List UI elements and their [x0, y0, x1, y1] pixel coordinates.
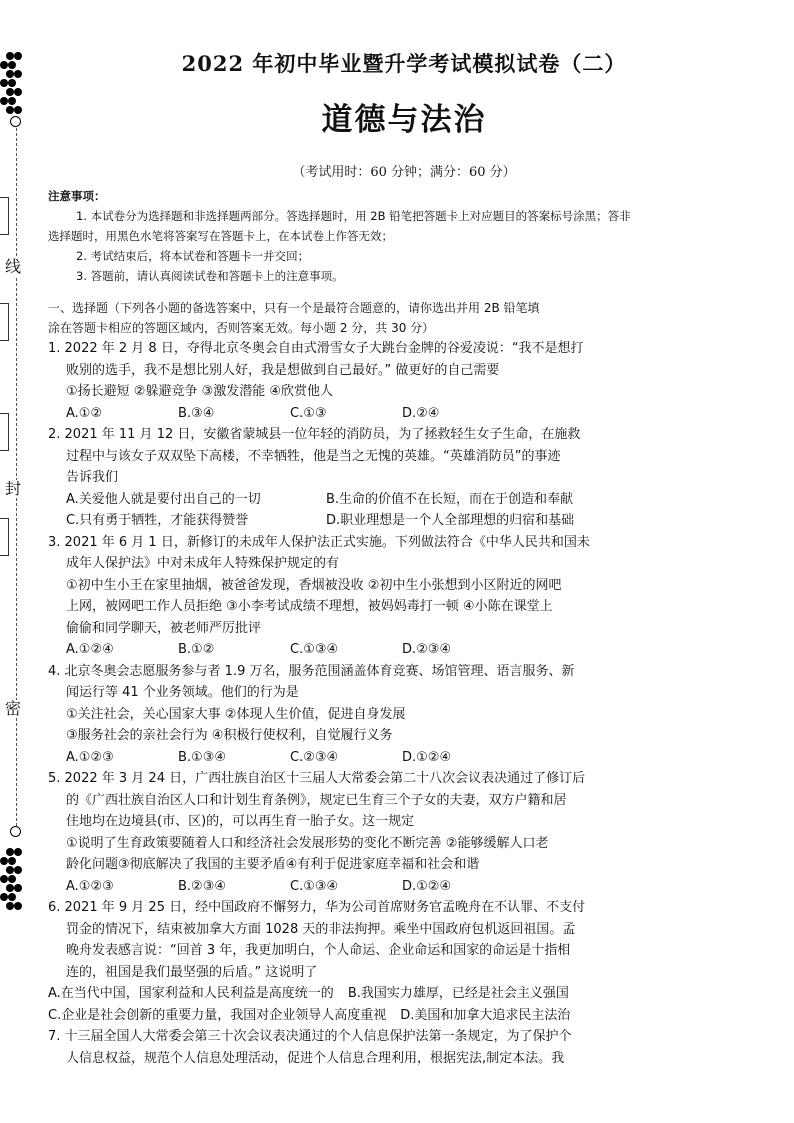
option-b: B.生命的价值不在长短，而在于创造和奉献	[326, 491, 574, 507]
options-row	[48, 1005, 760, 1027]
question-6	[48, 897, 760, 1026]
exam-page	[48, 40, 760, 1069]
notes-block	[48, 186, 760, 286]
question-text: 告诉我们	[66, 470, 119, 485]
question-text: 晚舟发表感言说：“回首 3 年，我更加明白，个人命运、企业命运和国家的命运是十指相	[66, 943, 571, 958]
option-c: C.只有勇于牺牲，才能获得赞誉	[66, 513, 249, 528]
question-text: 罚金的情况下，结束被加拿大方面 1028 天的非法拘押。乘坐中国政府包机返回祖国。孟	[66, 921, 576, 937]
question-text: 成年人保护法》中对未成年人特殊保护规定的有	[66, 556, 340, 571]
question-text: 败别的选手，我不是想比别人好，我是想做到自己最好。” 做更好的自己需要	[66, 362, 500, 378]
question-text: 过程中与该女子双双坠下高楼，不幸牺牲，他是当之无愧的英雄。“英雄消防员”的事迹	[66, 448, 561, 464]
question-text: 4. 北京冬奥会志愿服务参与者 1.9 万名，服务范围涵盖体育竞赛、场馆管理、语言服务、新	[48, 663, 575, 679]
question-2	[48, 424, 760, 532]
options-row	[48, 876, 760, 898]
binding-margin	[0, 0, 42, 1123]
question-text: 的《广西壮族自治区人口和计划生育条例》，规定已生育三个子女的夫妻，双方户籍和居	[66, 792, 567, 808]
note-item: 1. 本试卷分为选择题和非选择题两部分。答选择题时，用 2B 铅笔把答题卡上对应题目的答案标号涂黑；答非	[76, 209, 631, 223]
school-box	[0, 518, 9, 556]
section-line: 一、选择题（下列各小题的备选答案中，只有一个是最符合题意的，请你选出并用 2B 铅笔填	[48, 301, 540, 315]
option-c: C.②③④	[290, 749, 339, 765]
question-text: 偷偷和同学聊天，被老师严厉批评	[66, 620, 262, 636]
dashed-binding-line	[16, 128, 17, 826]
top-dot-cluster	[0, 46, 20, 109]
id-box	[0, 413, 9, 451]
note-item: 2. 考试结束后，将本试卷和答题卡一并交回；	[76, 249, 310, 263]
question-4	[48, 661, 760, 769]
question-text: ①初中生小王在家里抽烟，被爸爸发现，香烟被没收 ②初中生小张想到小区附近的网吧	[66, 577, 562, 593]
bottom-dot-cluster	[0, 842, 20, 905]
question-text: 连的，祖国是我们最坚强的后盾。” 这说明了	[66, 964, 318, 980]
option-d: D.②④	[402, 405, 440, 421]
option-a: A.①②③	[66, 749, 114, 765]
option-b: B.③④	[178, 405, 215, 421]
binding-char-mi: 密	[5, 699, 22, 718]
binding-char-feng: 封	[5, 479, 22, 498]
question-1	[48, 338, 760, 424]
binding-char-xian: 线	[5, 257, 22, 276]
option-d: D.②③④	[402, 642, 452, 657]
exam-info: （考试用时：60 分钟；满分：60 分）	[292, 165, 516, 180]
option-a: A.①②	[66, 405, 103, 421]
options-row	[48, 747, 760, 769]
question-text: ①说明了生育政策要随着人口和经济社会发展形势的变化不断完善 ②能够缓解人口老	[66, 835, 549, 851]
question-3	[48, 532, 760, 661]
bottom-ring	[10, 826, 21, 837]
option-b: B.我国实力雄厚，已经是社会主义强国	[347, 986, 569, 1001]
option-a: A.①②④	[66, 642, 114, 657]
option-d: D.美国和加拿大追求民主法治	[400, 1007, 571, 1023]
option-c: C.①③④	[290, 878, 339, 894]
question-text: ③服务社会的亲社会行为 ④积极行使权利，自觉履行义务	[66, 728, 393, 743]
option-a: A.关爱他人就是要付出自己的一切	[66, 491, 261, 507]
question-text: 上网，被网吧工作人员拒绝 ③小李考试成绩不理想，被妈妈毒打一顿 ④小陈在课堂上	[66, 599, 553, 614]
section-heading	[48, 298, 760, 338]
option-b: B.①③④	[178, 749, 227, 765]
top-ring	[10, 116, 21, 127]
name-box	[0, 197, 9, 235]
question-text: 5. 2022 年 3 月 24 日，广西壮族自治区十三届人大常委会第二十八次会议表决通过了修订后	[48, 771, 586, 786]
option-c: C.①③	[290, 405, 327, 421]
question-text: 1. 2022 年 2 月 8 日，夺得北京冬奥会自由式滑雪女子大跳台金牌的谷爱凌说：“我不是想打	[48, 341, 584, 356]
question-text: 7. 十三届全国人大常委会第三十次会议表决通过的个人信息保护法第一条规定，为了保护个	[48, 1029, 572, 1044]
question-text: 人信息权益，规范个人信息处理活动，促进个人信息合理利用，根据宪法,制定本法。我	[66, 1050, 565, 1066]
question-text: 闻运行等 41 个业务领域。他们的行为是	[66, 685, 299, 700]
option-a: A.①②③	[66, 878, 114, 894]
option-d: D.①②④	[402, 878, 452, 894]
question-text: 2. 2021 年 11 月 12 日，安徽省蒙城县一位年轻的消防员，为了拯救轻生女子生命，在施救	[48, 427, 581, 442]
question-text: ①扬长避短 ②躲避竞争 ③激发潜能 ④欣赏他人	[66, 384, 334, 399]
question-text: ①关注社会，关心国家大事 ②体现人生价值，促进自身发展	[66, 706, 406, 722]
options-row	[48, 489, 760, 511]
class-box	[0, 303, 9, 341]
options-row	[48, 403, 760, 425]
options-row	[48, 510, 760, 532]
section-line: 涂在答题卡相应的答题区域内，否则答案无效。每小题 2 分，共 30 分）	[48, 321, 435, 335]
question-text: 住地均在边境县(市、区)的，可以再生育一胎子女。这一规定	[66, 814, 415, 829]
note-item: 选择题时，用黑色水笔将答案写在答题卡上，在本试卷上作答无效；	[48, 229, 393, 243]
question-text: 龄化问题③彻底解决了我国的主要矛盾④有利于促进家庭幸福和社会和谐	[66, 857, 480, 872]
option-d: D.①②④	[402, 749, 452, 765]
option-a: A.在当代中国，国家利益和人民利益是高度统一的	[48, 986, 334, 1001]
option-c: C.企业是社会创新的重要力量，我国对企业领导人高度重视	[48, 1007, 387, 1023]
question-5	[48, 768, 760, 897]
option-d: D.职业理想是一个人全部理想的归宿和基础	[326, 513, 575, 528]
option-c: C.①③④	[290, 642, 339, 657]
note-item: 3. 答题前，请认真阅读试卷和答题卡上的注意事项。	[76, 269, 344, 283]
question-text: 6. 2021 年 9 月 25 日，经中国政府不懈努力，华为公司首席财务官孟晚舟在不认罪、不支付	[48, 900, 586, 915]
question-text: 3. 2021 年 6 月 1 日，新修订的未成年人保护法正式实施。下列做法符合《中华人民共和国未	[48, 534, 590, 550]
option-b: B.②③④	[178, 878, 227, 894]
exam-title: 2022 年初中毕业暨升学考试模拟试卷（二）	[181, 51, 627, 76]
subject-title: 道德与法治	[321, 102, 487, 138]
question-7	[48, 1026, 760, 1069]
notes-heading: 注意事项：	[48, 189, 106, 203]
options-row	[48, 983, 760, 1005]
option-b: B.①②	[178, 642, 215, 657]
options-row	[48, 639, 760, 661]
